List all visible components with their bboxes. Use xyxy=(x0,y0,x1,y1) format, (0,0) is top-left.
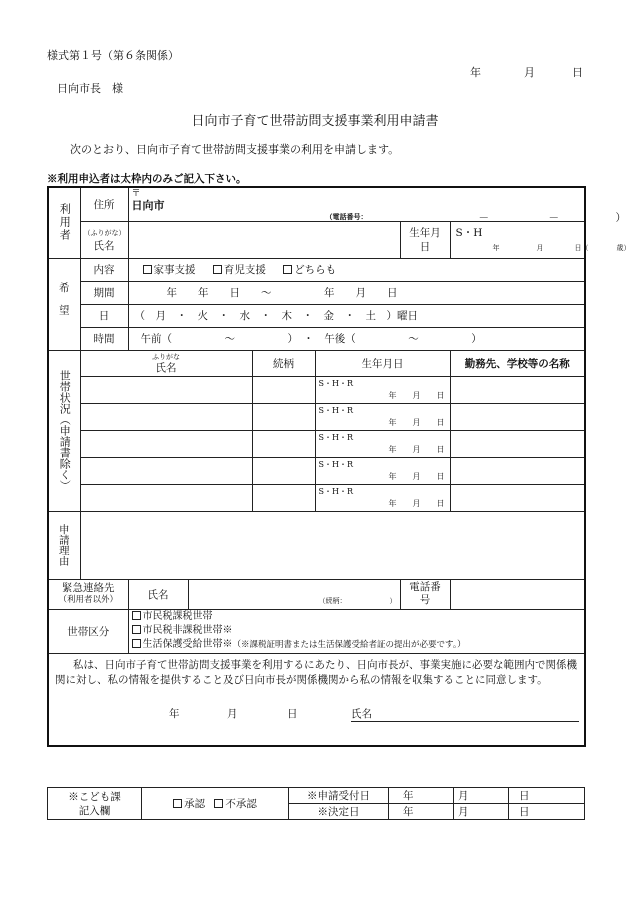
form-number: 様式第１号（第６条関係） xyxy=(47,49,179,62)
consent-day: 日 xyxy=(287,707,298,720)
phone-label: （電話番号： xyxy=(325,212,368,221)
phone-dash-2: － xyxy=(548,212,559,224)
received-day[interactable]: 日 xyxy=(509,788,585,804)
emergency-name-label: 氏名 xyxy=(128,579,188,609)
period-field[interactable]: 年 年 日 ～ 年 月 日 xyxy=(128,281,585,304)
signature-line[interactable] xyxy=(351,721,579,722)
household-section-label: 世帯状況（申請書除く） xyxy=(48,350,80,511)
address-field[interactable] xyxy=(128,187,626,224)
household-name-cell[interactable] xyxy=(80,484,252,511)
household-relation-cell[interactable] xyxy=(252,403,315,430)
wish-section-label: 希望 xyxy=(48,258,80,350)
decided-day[interactable]: 日 xyxy=(509,804,585,820)
opt-either[interactable]: どちらも xyxy=(283,264,336,276)
consent-text: 私は、日向市子育て世帯訪問支援事業を利用するにあたり、日向市長が、事業実施に必要な範囲内で関係機関に対し、私の情報を提供すること及び日向市長が関係機関から私の情報を収集することに同意します。 xyxy=(55,658,577,686)
date-year: 年 xyxy=(470,66,481,79)
household-relation-cell[interactable] xyxy=(252,376,315,403)
household-relation-cell[interactable] xyxy=(252,430,315,457)
birth-date-label: 生年月日 xyxy=(400,221,450,258)
emergency-relation: （続柄： xyxy=(318,596,347,605)
birth-day: 日（ xyxy=(574,243,589,252)
emergency-phone-field[interactable] xyxy=(450,579,585,609)
checkbox-housework[interactable] xyxy=(143,265,152,274)
household-workplace-cell[interactable] xyxy=(450,457,585,484)
emergency-label: 緊急連絡先 （利用者以外） xyxy=(48,579,128,609)
day-label: 日 xyxy=(80,304,128,327)
decided-month[interactable]: 月 xyxy=(454,804,509,820)
category-opt-welfare[interactable]: 生活保護受給世帯※（※課税証明書または生活保護受給者証の提出が必要です。） xyxy=(132,638,582,652)
emergency-phone-label: 電話番号 xyxy=(400,579,450,609)
content-options xyxy=(128,258,585,281)
checkbox-welfare[interactable] xyxy=(132,639,141,648)
household-birth-cell[interactable]: S・H・R 年 月 日 xyxy=(315,403,450,430)
period-label: 期間 xyxy=(80,281,128,304)
time-label: 時間 xyxy=(80,327,128,350)
household-row xyxy=(48,430,585,457)
household-workplace-cell[interactable] xyxy=(450,403,585,430)
household-name-cell[interactable] xyxy=(80,457,252,484)
emergency-name-field[interactable] xyxy=(188,579,400,609)
opt-reject[interactable]: 不承認 xyxy=(214,798,257,810)
phone-dash-1: － xyxy=(478,212,489,224)
applicant-section-label: 利用者 xyxy=(48,187,80,258)
household-birth-cell[interactable]: S・H・R 年 月 日 xyxy=(315,430,450,457)
category-options xyxy=(128,609,585,653)
household-birth-cell[interactable]: S・H・R 年 月 日 xyxy=(315,484,450,511)
phone-close: ） xyxy=(615,212,626,224)
emergency-relation-close: ） xyxy=(389,596,397,605)
application-form-table xyxy=(47,186,631,747)
received-year[interactable]: 年 xyxy=(389,788,454,804)
city-name: 日向市 xyxy=(131,199,165,212)
opt-approve[interactable]: 承認 xyxy=(173,798,205,810)
household-row xyxy=(48,403,585,430)
checkbox-reject[interactable] xyxy=(214,799,223,808)
decided-date-label: ※決定日 xyxy=(289,804,389,820)
applicant-name-field[interactable] xyxy=(128,221,400,258)
opt-housework[interactable]: 家事支援 xyxy=(143,264,196,276)
household-row xyxy=(48,457,585,484)
col-relation: 続柄 xyxy=(252,350,315,376)
notice-text: ※利用申込者は太枠内のみご記入下さい。 xyxy=(47,173,247,185)
reason-label: 申請理由 xyxy=(48,511,80,579)
checkbox-childcare[interactable] xyxy=(213,265,222,274)
age: 歳） xyxy=(616,243,631,252)
checkbox-nontaxed[interactable] xyxy=(132,625,141,634)
checkbox-taxed[interactable] xyxy=(132,611,141,620)
household-name-cell[interactable] xyxy=(80,430,252,457)
household-name-cell[interactable] xyxy=(80,376,252,403)
opt-childcare[interactable]: 育児支援 xyxy=(213,264,266,276)
received-month[interactable]: 月 xyxy=(454,788,509,804)
addressee: 日向市長 様 xyxy=(57,82,123,95)
date-month: 月 xyxy=(524,66,535,79)
col-name: ふりがな 氏名 xyxy=(80,350,252,376)
consent-name-label: 氏名 xyxy=(351,707,372,720)
office-use-table xyxy=(47,787,585,820)
reason-field[interactable] xyxy=(80,511,585,579)
category-label: 世帯区分 xyxy=(48,609,128,653)
birth-era: S・H xyxy=(455,226,483,239)
content-label: 内容 xyxy=(80,258,128,281)
household-birth-cell[interactable]: S・H・R 年 月 日 xyxy=(315,376,450,403)
applicant-name-label: （ふりがな） 氏名 xyxy=(80,221,128,258)
time-field[interactable]: 午前（ ～ ） ・ 午後（ ～ ） xyxy=(128,327,585,350)
household-workplace-cell[interactable] xyxy=(450,376,585,403)
birth-date-field[interactable] xyxy=(450,221,631,258)
household-row xyxy=(48,376,585,403)
decided-year[interactable]: 年 xyxy=(389,804,454,820)
received-date-label: ※申請受付日 xyxy=(289,788,389,804)
consent-section xyxy=(48,653,585,746)
page-title: 日向市子育て世帯訪問支援事業利用申請書 xyxy=(191,114,439,129)
category-opt-nontaxed[interactable]: 市民税非課税世帯※ xyxy=(132,624,582,638)
household-row xyxy=(48,484,585,511)
decision-options xyxy=(142,788,289,820)
address-label: 住所 xyxy=(80,187,128,221)
checkbox-either[interactable] xyxy=(283,265,292,274)
category-opt-taxed[interactable]: 市民税課税世帯 xyxy=(132,610,582,624)
birth-month: 月 xyxy=(536,243,544,252)
checkbox-approve[interactable] xyxy=(173,799,182,808)
col-birth: 生年月日 xyxy=(315,350,450,376)
consent-year: 年 xyxy=(169,707,180,720)
household-workplace-cell[interactable] xyxy=(450,430,585,457)
date-day: 日 xyxy=(572,66,583,79)
household-workplace-cell[interactable] xyxy=(450,484,585,511)
col-workplace: 勤務先、学校等の名称 xyxy=(450,350,585,376)
day-field[interactable]: （ 月 ・ 火 ・ 水 ・ 木 ・ 金 ・ 土 ）曜日 xyxy=(128,304,585,327)
household-birth-cell[interactable]: S・H・R 年 月 日 xyxy=(315,457,450,484)
household-name-cell[interactable] xyxy=(80,403,252,430)
birth-year: 年 xyxy=(492,243,500,252)
intro-text: 次のとおり、日向市子育て世帯訪問支援事業の利用を申請します。 xyxy=(70,143,400,156)
household-relation-cell[interactable] xyxy=(252,457,315,484)
postal-mark: 〒 xyxy=(131,189,141,199)
household-relation-cell[interactable] xyxy=(252,484,315,511)
consent-month: 月 xyxy=(227,707,238,720)
office-label: ※こども課 記入欄 xyxy=(48,788,142,820)
